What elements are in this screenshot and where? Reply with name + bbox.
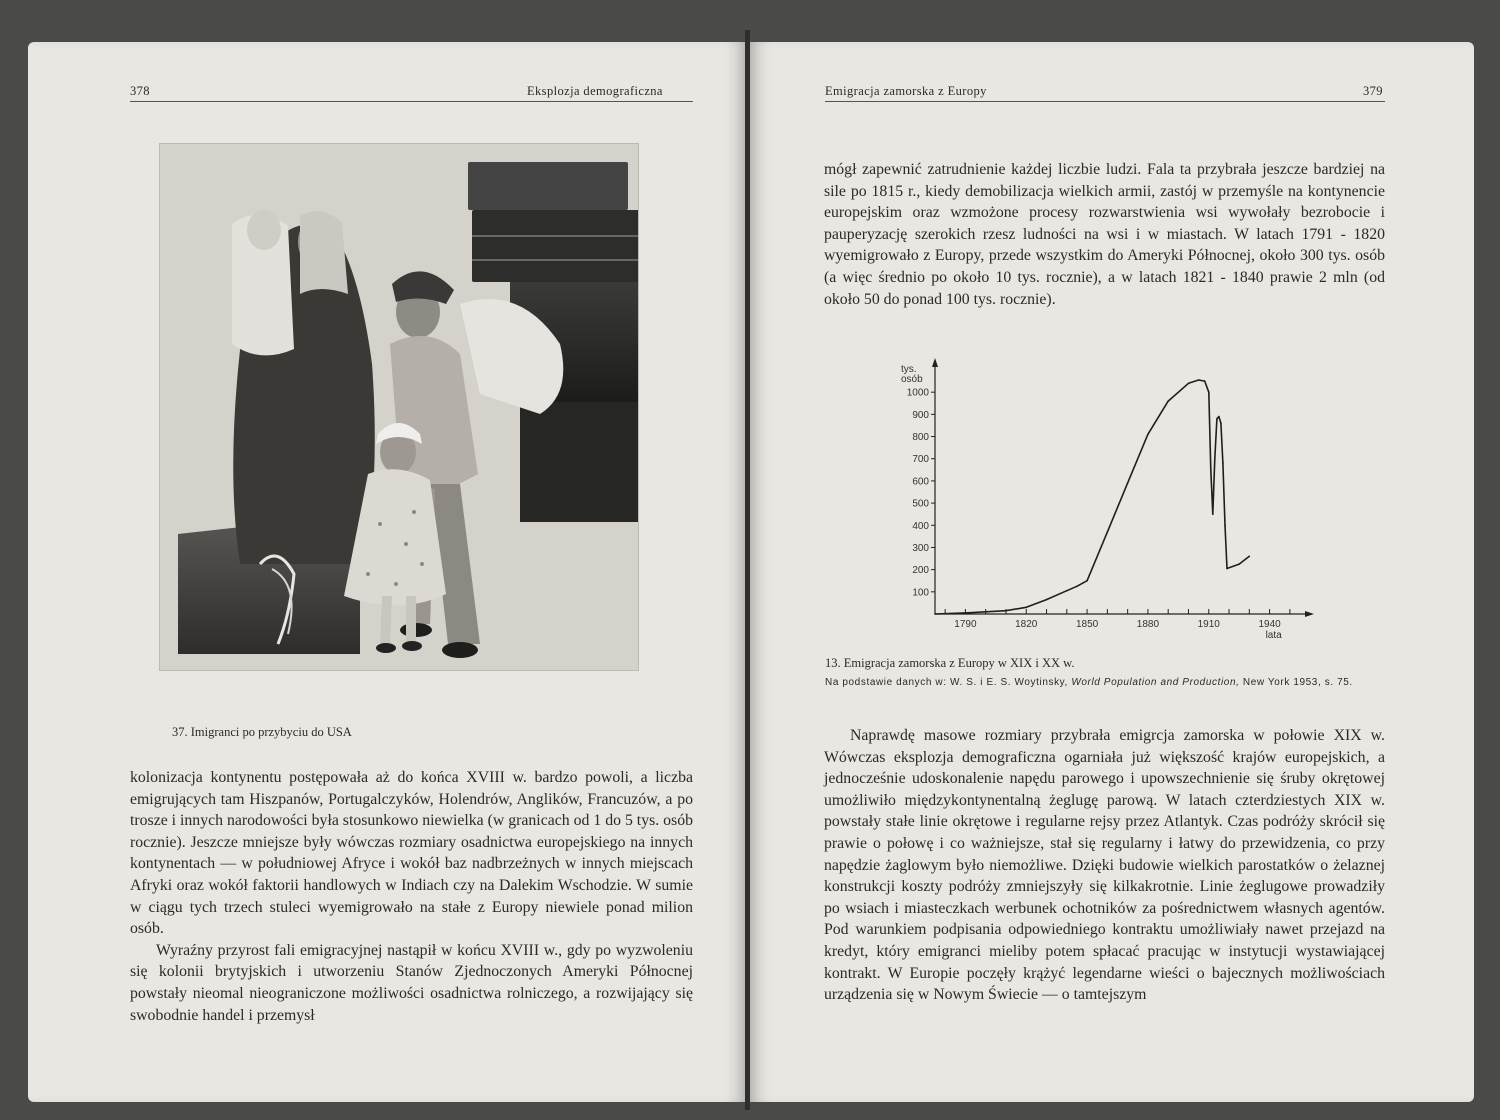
data-point (1222, 462, 1224, 464)
data-point (1212, 513, 1214, 515)
data-point (1086, 580, 1088, 582)
left-head-rule (130, 101, 693, 102)
x-tick-label: 1910 (1197, 619, 1220, 630)
data-point (1005, 610, 1007, 612)
left-paragraph-1: kolonizacja kontynentu postępowała aż do końca XVIII w. bardzo powoli, a liczba emigrujących tam Hiszpanów, Portugalczyków, Holendrów, Anglików, Francuzów, a po trosze i innych narodowości była stosunkowo niewielka (w granicach od 1 do 5 tys. osób rocznie). Jeszcze mniejsze były wówczas rozmiary osadnictwa europejskiego na innych kontynentach — w południowej Afryce i wokół baz nadbrzeżnych w innych miejscach Afryki oraz wokół faktorii handlowych w Indiach czy na Dalekim Wschodzie. W sumie w ciągu tych trzech stuleci wyemigrowało na stałe z Europy niewiele ponad milion osób. (130, 769, 693, 938)
data-point (1107, 531, 1109, 533)
y-tick-label: 800 (912, 432, 929, 444)
data-point (1198, 379, 1200, 381)
chart-axes (932, 358, 1314, 617)
chart-y-label: tys. (901, 364, 917, 375)
data-point (1210, 469, 1212, 471)
chart-series (934, 379, 1250, 615)
left-body-text (130, 767, 693, 1026)
x-tick-label: 1880 (1136, 619, 1160, 630)
x-tick-label: 1940 (1258, 619, 1281, 630)
right-running-head: Emigracja zamorska z Europy (825, 84, 987, 98)
x-axis-arrow (1305, 611, 1314, 617)
right-bottom-text (824, 725, 1385, 1006)
chart-source-prefix: Na podstawie danych w: W. S. i E. S. Woytinsky, (825, 677, 1068, 688)
data-point (1226, 568, 1228, 570)
data-point (1249, 556, 1251, 558)
data-point (1218, 416, 1220, 418)
data-point (1147, 434, 1149, 436)
y-tick-label: 100 (912, 587, 929, 599)
chart-source-title: World Population and Production, (1071, 677, 1240, 688)
chart-x-ticks (945, 609, 1290, 630)
data-point (965, 612, 967, 614)
left-running-head: Eksplozja demograficzna (527, 84, 663, 98)
chart-caption: 13. Emigracja zamorska z Europy w XIX i XX w. (825, 656, 1075, 670)
right-paragraph-2: Naprawdę masowe rozmiary przybrała emigrcja zamorska w połowie XIX w. Wówczas eksplozja demograficzna ogarniała już większość krajów europejskich, a jednocześnie udoskonalenie napędu parowego i upowszechnienie się śruby okrętowej umożliwiło międzykontynentalną żeglugę parową. W latach czterdziestych XIX w. powstały stałe linie okrętowe i regularne rejsy przez Atlantyk. Czas podróży skrócił się prawie o połowę i co ważniejsze, stał się regularny i łatwy do przewidzenia, co przy napędzie żaglowym było niemożliwe. Dzięki budowie wielkich parostatków o żelaznej konstrukcji koszty podróży zmniejszyły się kilkakrotnie. Linie żeglugowe prowadziły po wsiach i miasteczkach werbunek ochotników za pośrednictwem własnych agentów. Pod warunkiem podpisania odpowiedniego kontraktu umożliwiały nawet przejazd na kredyt, który emigranci mieliby potem spłacać pracując w instytucji wystawiającej kontrakt. W Europie poczęły krążyć legendarne wieści o bajecznych możliwościach urządzenia się w Nowym Świecie — o tamtejszym (824, 727, 1385, 1004)
chart-y-ticks (907, 388, 935, 599)
x-tick-label: 1820 (1015, 619, 1038, 630)
data-point (1026, 607, 1028, 609)
left-paragraph-2: Wyraźny przyrost fali emigracyjnej nastąpił w końcu XVIII w., gdy po wyzwoleniu się kolonii brytyjskich i utworzeniu Stanów Zjednoczonych Ameryki Północnej powstały nieomal nieograniczone możliwości osadnictwa rolniczego, a rozwijający się swobodnie handel i przemysł (130, 941, 693, 1024)
data-point (1204, 380, 1206, 382)
emigration-chart (880, 352, 1330, 642)
data-point (1046, 599, 1048, 601)
data-point (1238, 563, 1240, 565)
right-head-rule (825, 101, 1385, 102)
right-top-text (824, 159, 1385, 310)
chart-source-suffix: New York 1953, s. 75. (1242, 677, 1353, 688)
chart-source (825, 676, 1385, 690)
y-tick-label: 200 (912, 565, 929, 577)
data-point (1224, 525, 1226, 527)
data-point (1076, 586, 1078, 588)
x-tick-label: 1790 (954, 619, 977, 630)
chart-y-label-unit: osób (901, 374, 923, 385)
data-point (1208, 391, 1210, 393)
data-point (1127, 482, 1129, 484)
chart-x-label: lata (1265, 630, 1282, 641)
data-point (985, 611, 987, 613)
y-tick-label: 600 (912, 476, 929, 488)
y-tick-label: 400 (912, 520, 929, 532)
left-page-number: 378 (130, 84, 150, 98)
data-point (1220, 422, 1222, 424)
data-point (1188, 383, 1190, 385)
data-point (1216, 418, 1218, 420)
x-tick-label: 1850 (1075, 619, 1099, 630)
y-tick-label: 900 (912, 409, 929, 421)
y-tick-label: 500 (912, 498, 929, 510)
photo-caption: 37. Imigranci po przybyciu do USA (172, 725, 352, 739)
series-line-0 (935, 380, 1249, 614)
data-point (1066, 590, 1068, 592)
data-point (934, 613, 936, 615)
right-page-number: 379 (1363, 84, 1383, 98)
y-axis-arrow (932, 358, 938, 367)
y-tick-label: 1000 (906, 387, 929, 399)
right-paragraph-1: mógł zapewnić zatrudnienie każdej liczbie ludzi. Fala ta przybrała jeszcze bardziej na sile po 1815 r., kiedy demobilizacja wielkich armii, zastój w przemyśle na kontynencie europejskim oraz wzmożone procesy rozwarstwienia wsi wywołały bezrobocie i pauperyzację szerokich rzesz ludności na wsi i w miastach. W latach 1791 - 1820 wyemigrowało z Europy, przede wszystkim do Ameryki Północnej, około 300 tys. osób (a więc średnio po około 10 tys. rocznie), a w latach 1821 - 1840 prawie 2 mln (od około 50 do ponad 100 tys. rocznie). (824, 161, 1385, 308)
y-tick-label: 300 (912, 542, 929, 554)
data-point (1214, 458, 1216, 460)
y-tick-label: 700 (912, 454, 929, 466)
immigrants-photo (159, 143, 639, 671)
data-point (1167, 400, 1169, 402)
